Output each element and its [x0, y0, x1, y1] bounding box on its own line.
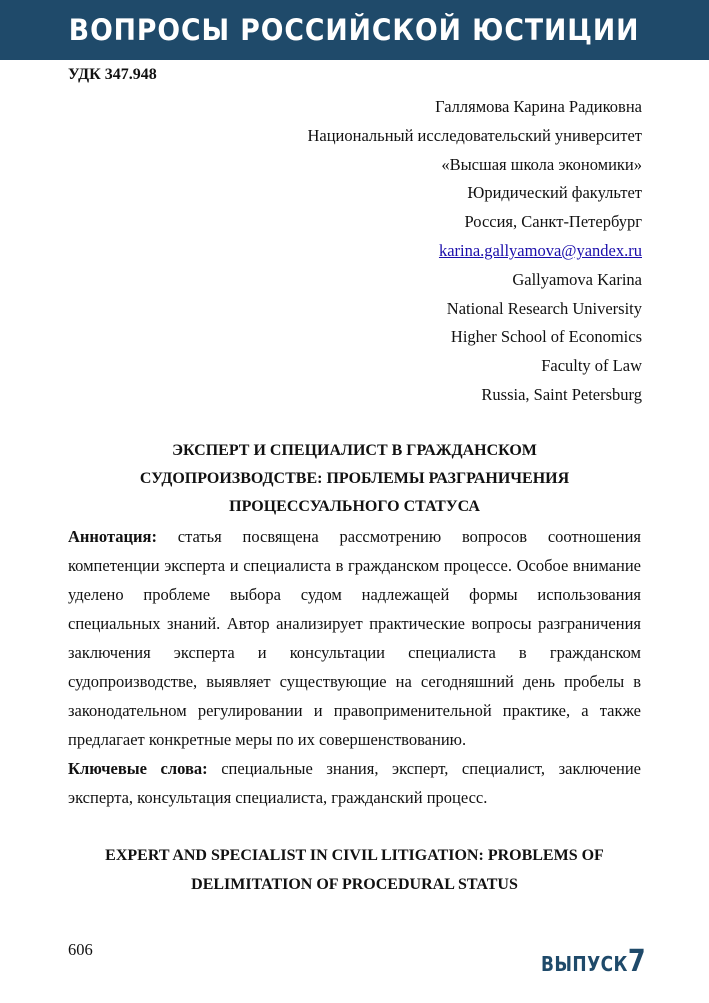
udk-code: УДК 347.948 — [68, 66, 157, 83]
title-en-line1: EXPERT AND SPECIALIST IN CIVIL LITIGATION: PROBLEMS OF — [105, 847, 604, 864]
faculty-en: Faculty of Law — [541, 356, 642, 376]
abstract-paragraph — [68, 522, 641, 754]
issue-label — [541, 944, 646, 979]
affiliation-ru-line2: «Высшая школа экономики» — [441, 154, 642, 174]
abstract-label: Аннотация: — [68, 527, 157, 546]
issue-logo — [538, 940, 648, 982]
page-number: 606 — [68, 940, 93, 959]
author-email-link[interactable]: karina.gallyamova@yandex.ru — [438, 240, 642, 260]
keywords-text: специальные знания, эксперт, специалист, заключение эксперта, консультация специалиста, гражданский процесс. — [68, 759, 641, 807]
issue-number: 7 — [627, 943, 647, 979]
abstract-section — [68, 522, 641, 812]
author-block — [307, 93, 642, 410]
title-ru-line3: ПРОЦЕССУАЛЬНОГО СТАТУСА — [229, 498, 480, 515]
keywords-paragraph — [68, 754, 641, 812]
issue-word: ВЫПУСК — [541, 951, 628, 976]
title-en-line2: DELIMITATION OF PROCEDURAL STATUS — [191, 876, 518, 893]
journal-header-banner — [0, 0, 709, 60]
faculty-ru: Юридический факультет — [467, 183, 642, 203]
location-ru: Россия, Санкт-Петербург — [464, 212, 642, 232]
article-title-ru — [68, 437, 641, 521]
abstract-text: статья посвящена рассмотрению вопросов соотношения компетенции эксперта и специалиста в гражданском процессе. Особое внимание уделено проблеме выбора судом надлежащей формы использования специальных знаний. Автор анализирует практические вопросы разграничения заключения эксперта и консультации специалиста в гражданском судопроизводстве, выявляет существующие на сегодняшний день пробелы в законодательном регулировании и правоприменительной практике, а также предлагает конкретные меры по их совершенствованию. — [68, 527, 641, 749]
author-name-ru: Галлямова Карина Радиковна — [435, 97, 642, 116]
article-title-en — [68, 841, 641, 899]
keywords-label: Ключевые слова: — [68, 759, 208, 778]
title-ru-line1: ЭКСПЕРТ И СПЕЦИАЛИСТ В ГРАЖДАНСКОМ — [172, 442, 537, 459]
affiliation-en-line2: Higher School of Economics — [450, 327, 642, 347]
title-ru-line2: СУДОПРОИЗВОДСТВЕ: ПРОБЛЕМЫ РАЗГРАНИЧЕНИЯ — [139, 470, 570, 487]
author-name-en: Gallyamova Karina — [512, 269, 642, 289]
location-en: Russia, Saint Petersburg — [481, 384, 642, 404]
affiliation-en-line1: National Research University — [446, 298, 642, 318]
affiliation-ru-line1: Национальный исследовательский университет — [307, 125, 642, 145]
journal-title: ВОПРОСЫ РОССИЙСКОЙ ЮСТИЦИИ — [69, 13, 640, 47]
